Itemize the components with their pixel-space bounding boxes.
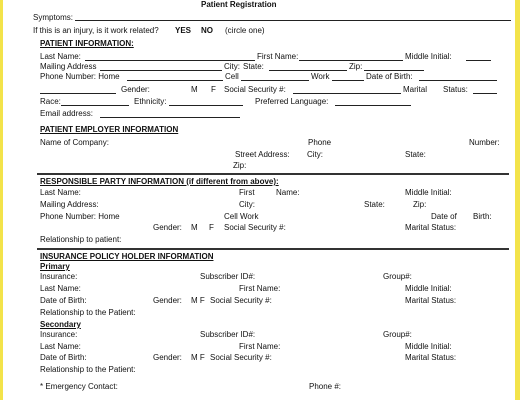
patient-gender-blank[interactable] [40, 93, 116, 94]
patient-work-field[interactable] [332, 80, 364, 81]
responsible-middle-initial-label: Middle Initial: [405, 188, 452, 197]
primary-subscriber-label: Subscriber ID#: [200, 272, 256, 281]
patient-middle-initial-label: Middle Initial: [405, 52, 452, 61]
patient-cell-label: Cell [225, 72, 239, 81]
responsible-name-label: Name: [276, 188, 300, 197]
secondary-insurance-label: Insurance: [40, 330, 78, 339]
primary-gender-mf[interactable]: M F [191, 296, 205, 305]
symptoms-field[interactable] [75, 20, 511, 21]
injury-question: If this is an injury, is it work related? [33, 26, 159, 35]
patient-ssn-field[interactable] [293, 93, 401, 94]
responsible-first-label: First [239, 188, 255, 197]
secondary-last-name-label: Last Name: [40, 342, 81, 351]
patient-last-name-field[interactable] [85, 60, 255, 61]
primary-marital-label: Marital Status: [405, 296, 457, 305]
primary-ssn-label: Social Security #: [210, 296, 272, 305]
employer-company-label: Name of Company: [40, 138, 109, 147]
responsible-relationship-label: Relationship to patient: [40, 235, 122, 244]
patient-gender-m[interactable]: M [191, 85, 198, 94]
patient-zip-field[interactable] [364, 70, 424, 71]
patient-work-label: Work [311, 72, 330, 81]
responsible-cell-work-label: Cell Work [224, 212, 259, 221]
employer-zip-label: Zip: [233, 161, 247, 170]
primary-relationship-label: Relationship to the Patient: [40, 308, 136, 317]
patient-first-name-field[interactable] [299, 60, 403, 61]
responsible-gender-label: Gender: [153, 223, 182, 232]
secondary-ssn-label: Social Security #: [210, 353, 272, 362]
responsible-birth-label: Birth: [473, 212, 492, 221]
registration-form [3, 0, 515, 400]
symptoms-label: Symptoms: [33, 13, 74, 22]
responsible-marital-label: Marital Status: [405, 223, 457, 232]
emergency-phone-label: Phone #: [309, 382, 342, 391]
patient-email-field[interactable] [100, 117, 240, 118]
patient-race-field[interactable] [61, 105, 129, 106]
employer-city-label: City: [307, 150, 323, 159]
patient-gender-label: Gender: [121, 85, 150, 94]
responsible-mailing-label: Mailing Address: [40, 200, 99, 209]
employer-street-label: Street Address: [235, 150, 290, 159]
yes-option[interactable]: YES [175, 26, 192, 35]
responsible-ssn-label: Social Security #: [224, 223, 286, 232]
patient-email-label: Email address: [40, 109, 93, 118]
patient-city-label: City: [224, 62, 240, 71]
patient-mailing-address-field[interactable] [100, 70, 222, 71]
circle-one-note: (circle one) [225, 26, 265, 35]
primary-middle-initial-label: Middle Initial: [405, 284, 452, 293]
patient-ethnicity-field[interactable] [169, 105, 243, 106]
employer-number-label: Number: [469, 138, 500, 147]
secondary-group-label: Group#: [383, 330, 412, 339]
secondary-subscriber-label: Subscriber ID#: [200, 330, 256, 339]
insurance-heading: INSURANCE POLICY HOLDER INFORMATION [40, 252, 214, 261]
patient-dob-label: Date of Birth: [366, 72, 413, 81]
patient-ethnicity-label: Ethnicity: [134, 97, 167, 106]
responsible-heading: RESPONSIBLE PARTY INFORMATION (if different from above): [40, 177, 279, 186]
form-title: Patient Registration [201, 0, 277, 9]
responsible-gender-m[interactable]: M [191, 223, 198, 232]
patient-state-label: State: [243, 62, 264, 71]
secondary-subheading: Secondary [40, 320, 81, 329]
secondary-middle-initial-label: Middle Initial: [405, 342, 452, 351]
secondary-gender-label: Gender: [153, 353, 182, 362]
secondary-first-name-label: First Name: [239, 342, 281, 351]
patient-phone-home-label: Phone Number: Home [40, 72, 120, 81]
responsible-city-label: City: [239, 200, 255, 209]
patient-dob-field[interactable] [419, 80, 497, 81]
patient-preferred-language-field[interactable] [335, 105, 411, 106]
employer-state-label: State: [405, 150, 426, 159]
responsible-date-of-label: Date of [431, 212, 457, 221]
patient-middle-initial-field[interactable] [466, 60, 491, 61]
patient-preferred-language-label: Preferred Language: [255, 97, 329, 106]
patient-ssn-label: Social Security #: [224, 85, 286, 94]
secondary-marital-label: Marital Status: [405, 353, 457, 362]
patient-zip-label: Zip: [349, 62, 363, 71]
patient-mailing-address-label: Mailing Address [40, 62, 97, 71]
secondary-relationship-label: Relationship to the Patient: [40, 365, 136, 374]
primary-gender-label: Gender: [153, 296, 182, 305]
primary-group-label: Group#: [383, 272, 412, 281]
patient-info-heading: PATIENT INFORMATION: [40, 39, 134, 48]
patient-marital-field[interactable] [473, 93, 497, 94]
secondary-gender-mf[interactable]: M F [191, 353, 205, 362]
patient-marital-label: Marital [403, 85, 428, 94]
primary-dob-label: Date of Birth: [40, 296, 87, 305]
responsible-zip-label: Zip: [413, 200, 427, 209]
patient-first-name-label: First Name: [257, 52, 299, 61]
employer-phone-label: Phone [308, 138, 332, 147]
primary-insurance-label: Insurance: [40, 272, 78, 281]
patient-status-label: Status: [443, 85, 468, 94]
section-divider [37, 173, 509, 175]
patient-gender-f[interactable]: F [211, 85, 216, 94]
patient-last-name-label: Last Name: [40, 52, 81, 61]
patient-race-label: Race: [40, 97, 61, 106]
primary-subheading: Primary [40, 262, 70, 271]
patient-phone-home-field[interactable] [127, 80, 223, 81]
employer-heading: PATIENT EMPLOYER INFORMATION [40, 125, 179, 134]
no-option[interactable]: NO [201, 26, 213, 35]
patient-city-state-field[interactable] [269, 70, 347, 71]
primary-last-name-label: Last Name: [40, 284, 81, 293]
responsible-state-label: State: [364, 200, 385, 209]
primary-first-name-label: First Name: [239, 284, 281, 293]
patient-cell-field[interactable] [241, 80, 309, 81]
section-divider [37, 248, 509, 250]
secondary-dob-label: Date of Birth: [40, 353, 87, 362]
emergency-contact-label: * Emergency Contact: [40, 382, 118, 391]
responsible-gender-f[interactable]: F [209, 223, 214, 232]
responsible-last-name-label: Last Name: [40, 188, 81, 197]
responsible-phone-home-label: Phone Number: Home [40, 212, 120, 221]
